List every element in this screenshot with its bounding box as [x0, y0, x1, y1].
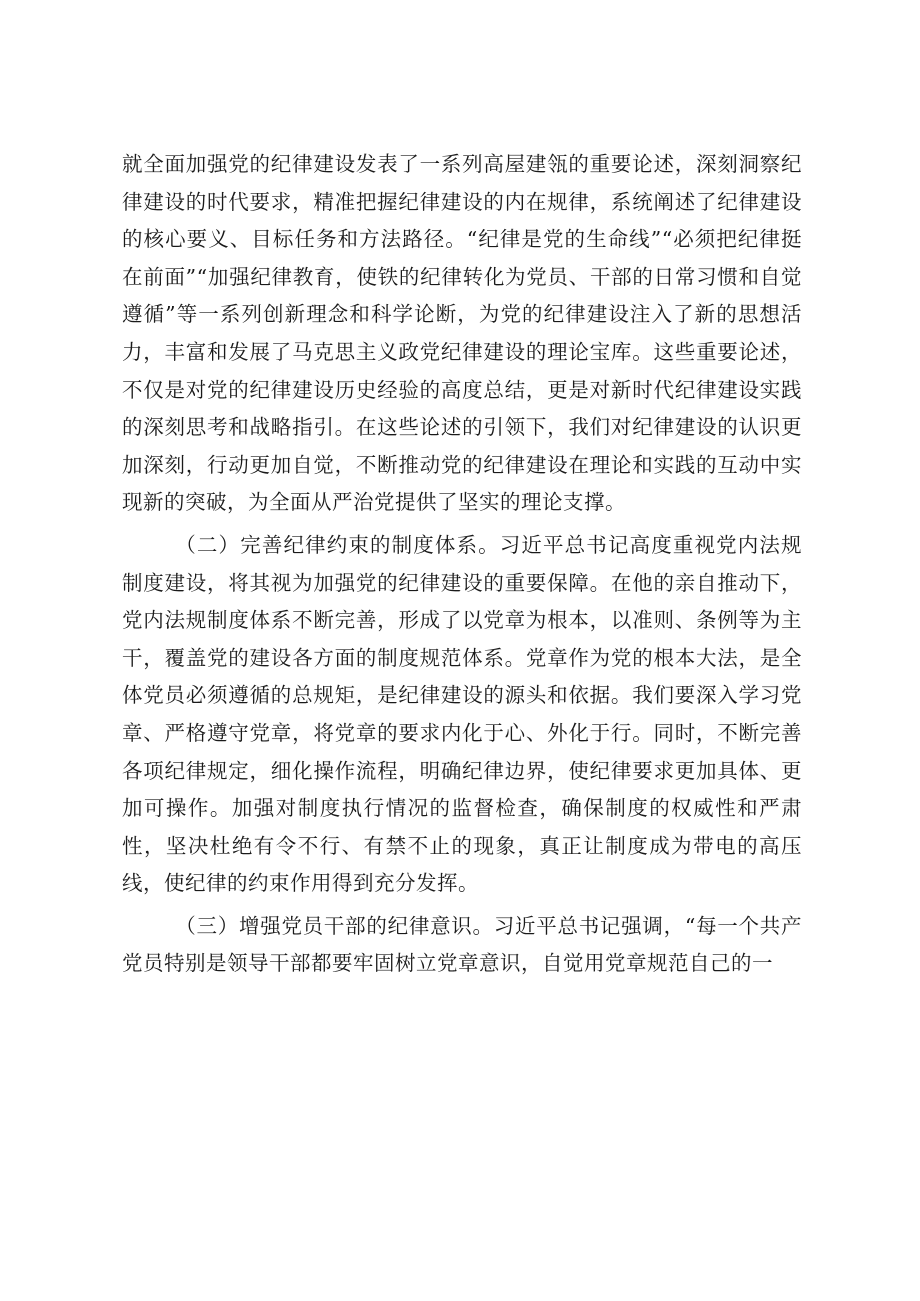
body-text	[122, 146, 802, 988]
paragraph-continuation: 就全面加强党的纪律建设发表了一系列高屋建瓴的重要论述，深刻洞察纪律建设的时代要求，精准把握纪律建设的内在规律，系统阐述了纪律建设的核心要义、目标任务和方法路径。“纪律是党的生命线”“必须把纪律挺在前面”“加强纪律教育，使铁的纪律转化为党员、干部的日常习惯和自觉遵循”等一系列创新理念和科学论断，为党的纪律建设注入了新的思想活力，丰富和发展了马克思主义政党纪律建设的理论宝库。这些重要论述，不仅是对党的纪律建设历史经验的高度总结，更是对新时代纪律建设实践的深刻思考和战略指引。在这些论述的引领下，我们对纪律建设的认识更加深刻，行动更加自觉，不断推动党的纪律建设在理论和实践的互动中实现新的突破，为全面从严治党提供了坚实的理论支撑。	[122, 152, 802, 515]
paragraph-section-2: （二）完善纪律约束的制度体系。习近平总书记高度重视党内法规制度建设，将其视为加强党的纪律建设的重要保障。在他的亲自推动下，党内法规制度体系不断完善，形成了以党章为根本，以准则、条例等为主干，覆盖党的建设各方面的制度规范体系。党章作为党的根本大法，是全体党员必须遵循的总规矩，是纪律建设的源头和依据。我们要深入学习党章、严格遵守党章，将党章的要求内化于心、外化于行。同时，不断完善各项纪律规定，细化操作流程，明确纪律边界，使纪律要求更加具体、更加可操作。加强对制度执行情况的监督检查，确保制度的权威性和严肃性，坚决杜绝有令不行、有禁不止的现象，真正让制度成为带电的高压线，使纪律的约束作用得到充分发挥。	[122, 532, 802, 896]
paragraph-section-3: （三）增强党员干部的纪律意识。习近平总书记强调，“每一个共产党员特别是领导干部都要牢固树立党章意识，自觉用党章规范自己的一	[122, 913, 802, 976]
